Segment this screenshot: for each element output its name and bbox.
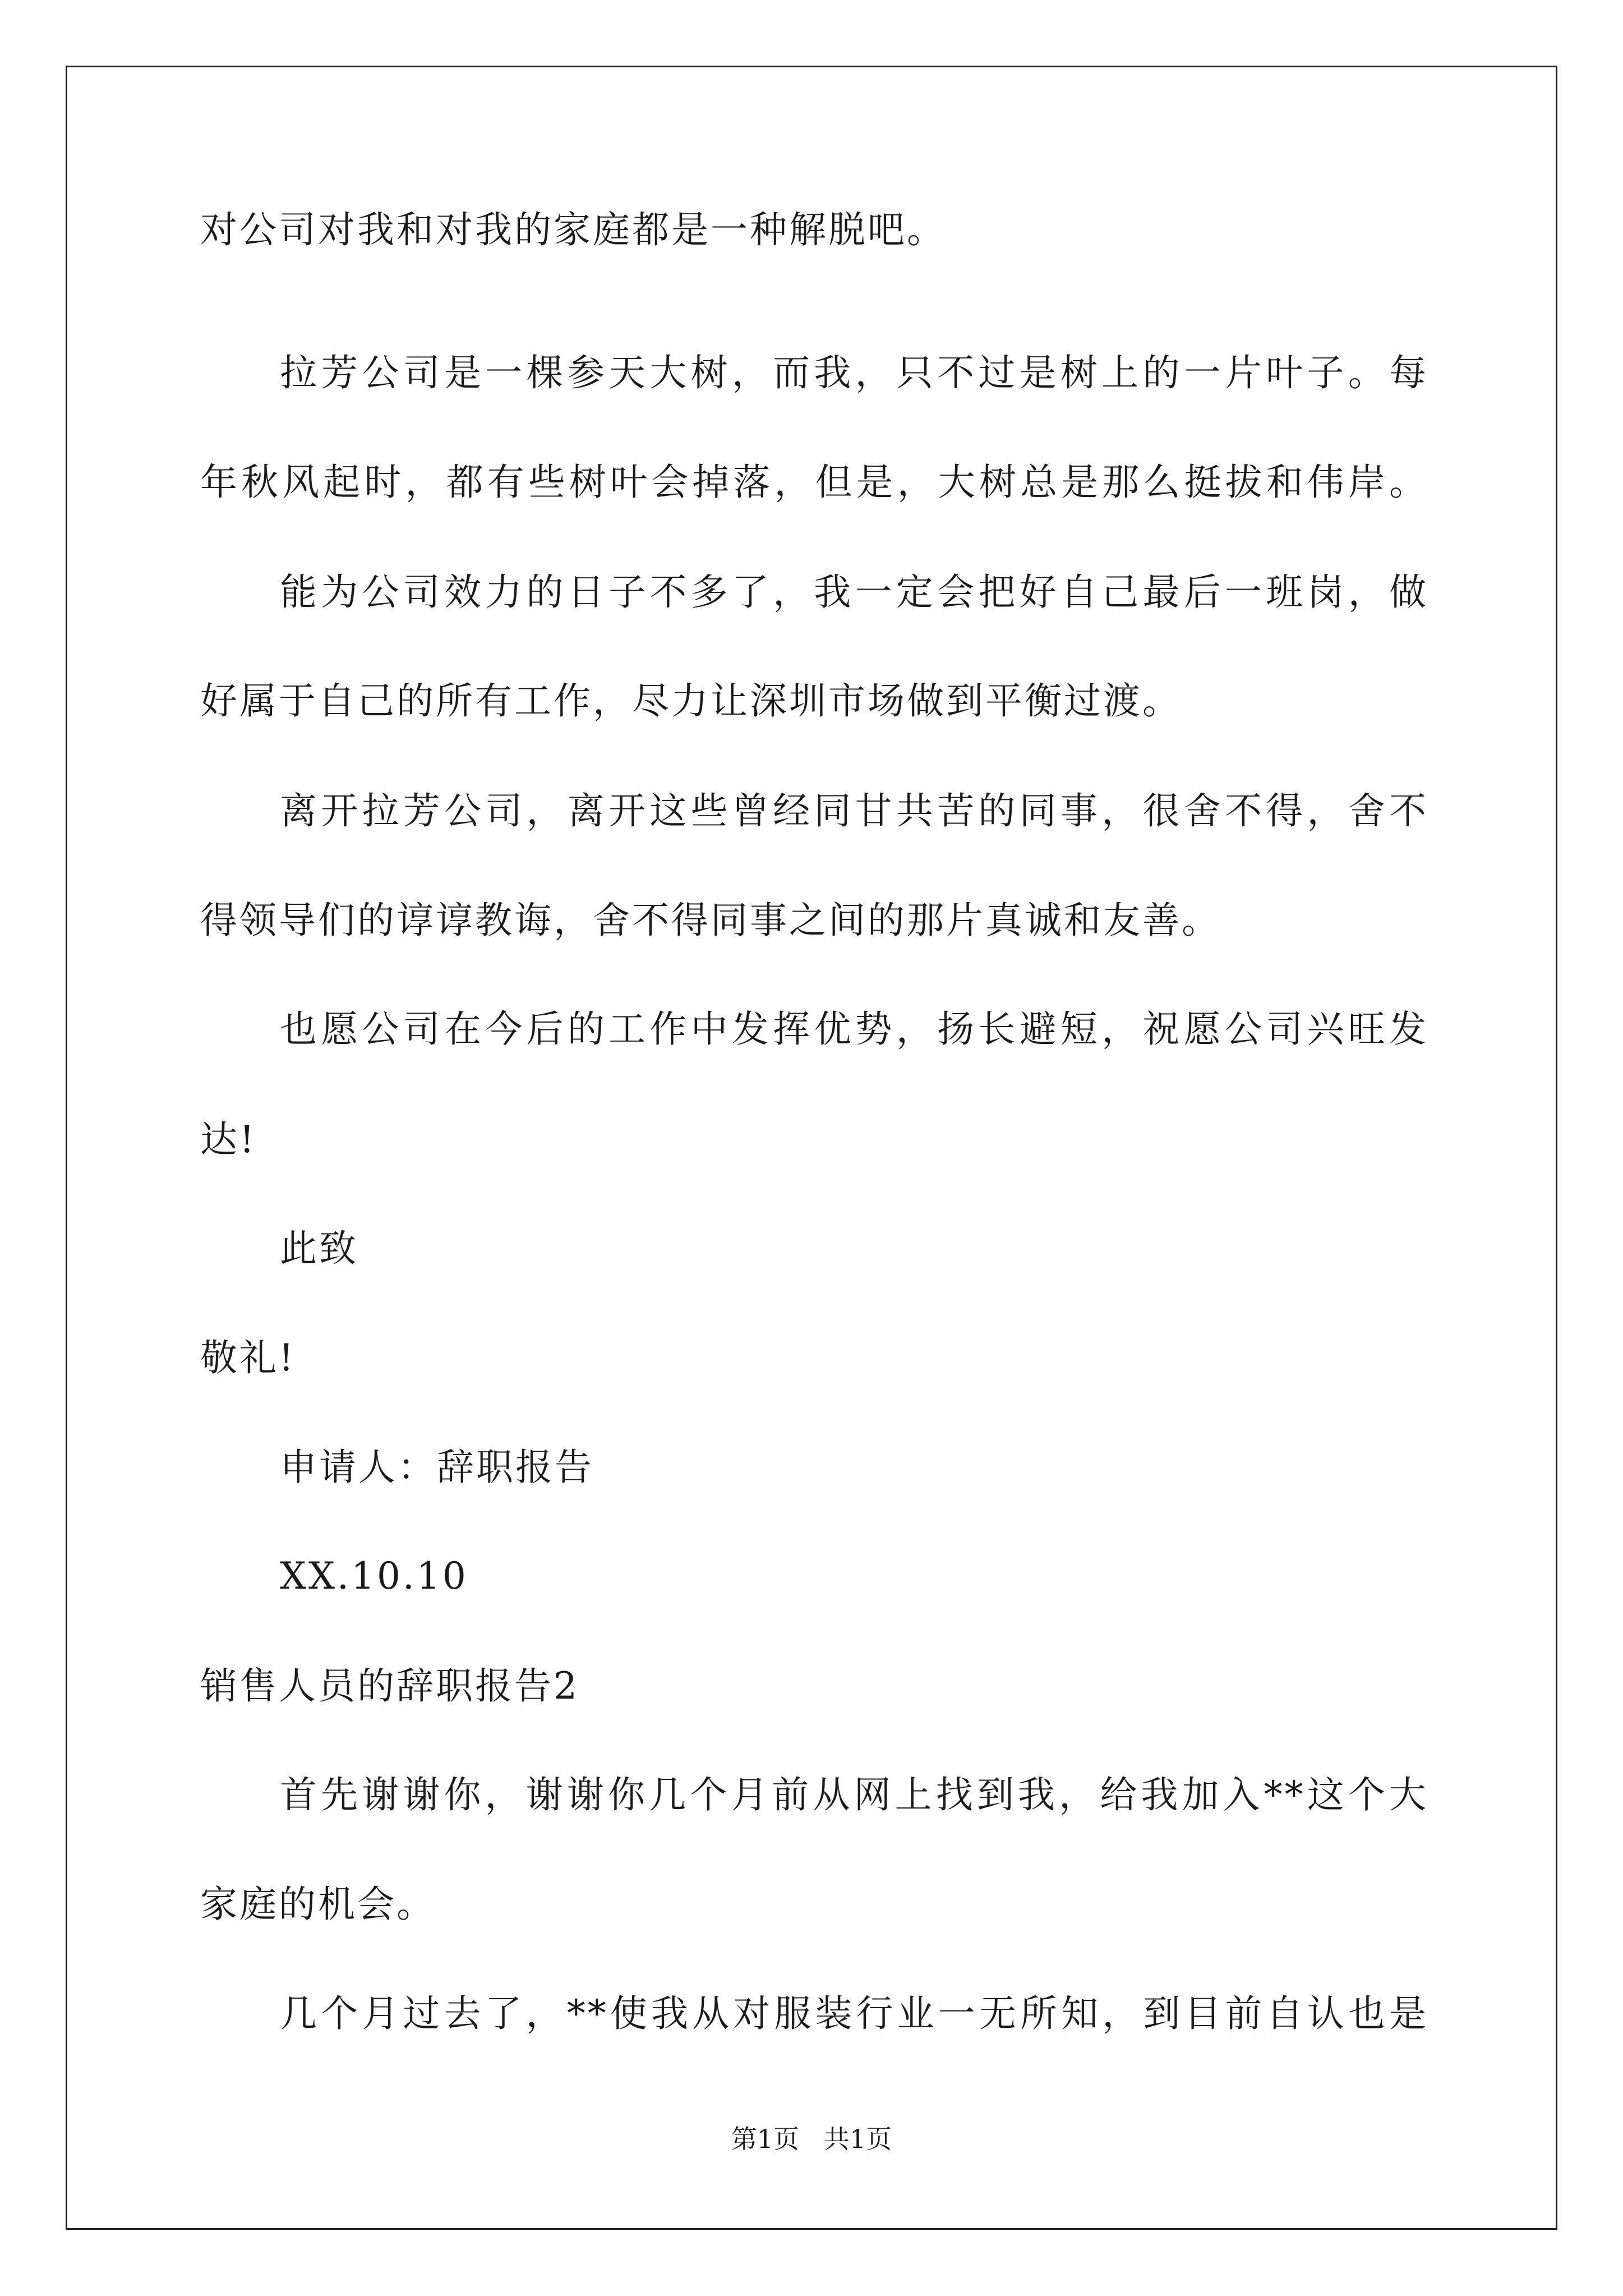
text-line: 得领导们的谆谆教诲，舍不得同事之间的那片真诚和友善。 bbox=[200, 899, 1221, 942]
applicant-signature: 申请人：辞职报告 bbox=[280, 1446, 594, 1489]
text-line: 几个月过去了，**使我从对服装行业一无所知，到目前自认也是 bbox=[280, 1992, 1428, 2035]
text-line: 离开拉芳公司，离开这些曾经同甘共苦的同事，很舍不得，舍不 bbox=[280, 789, 1428, 832]
text-line: 能为公司效力的日子不多了，我一定会把好自己最后一班岗，做 bbox=[280, 570, 1428, 614]
text-line: 家庭的机会。 bbox=[200, 1883, 436, 1926]
text-line: 达! bbox=[200, 1118, 257, 1161]
page-footer: 第1页 共1页 bbox=[731, 2124, 892, 2154]
text-line: 年秋风起时，都有些树叶会掉落，但是，大树总是那么挺拔和伟岸。 bbox=[200, 461, 1428, 504]
text-line: 好属于自己的所有工作，尽力让深圳市场做到平衡过渡。 bbox=[200, 679, 1182, 723]
text-line: 拉芳公司是一棵参天大树，而我，只不过是树上的一片叶子。每 bbox=[280, 351, 1428, 394]
text-line: 对公司对我和对我的家庭都是一种解脱吧。 bbox=[200, 208, 946, 251]
closing-salutation: 此致 bbox=[280, 1227, 358, 1270]
text-line: 首先谢谢你，谢谢你几个月前从网上找到我，给我加入**这个大 bbox=[280, 1773, 1428, 1816]
closing-regards: 敬礼! bbox=[200, 1336, 296, 1379]
section-heading: 销售人员的辞职报告2 bbox=[200, 1664, 579, 1708]
document-date: XX.10.10 bbox=[280, 1554, 468, 1598]
text-line: 也愿公司在今后的工作中发挥优势，扬长避短，祝愿公司兴旺发 bbox=[280, 1007, 1428, 1051]
